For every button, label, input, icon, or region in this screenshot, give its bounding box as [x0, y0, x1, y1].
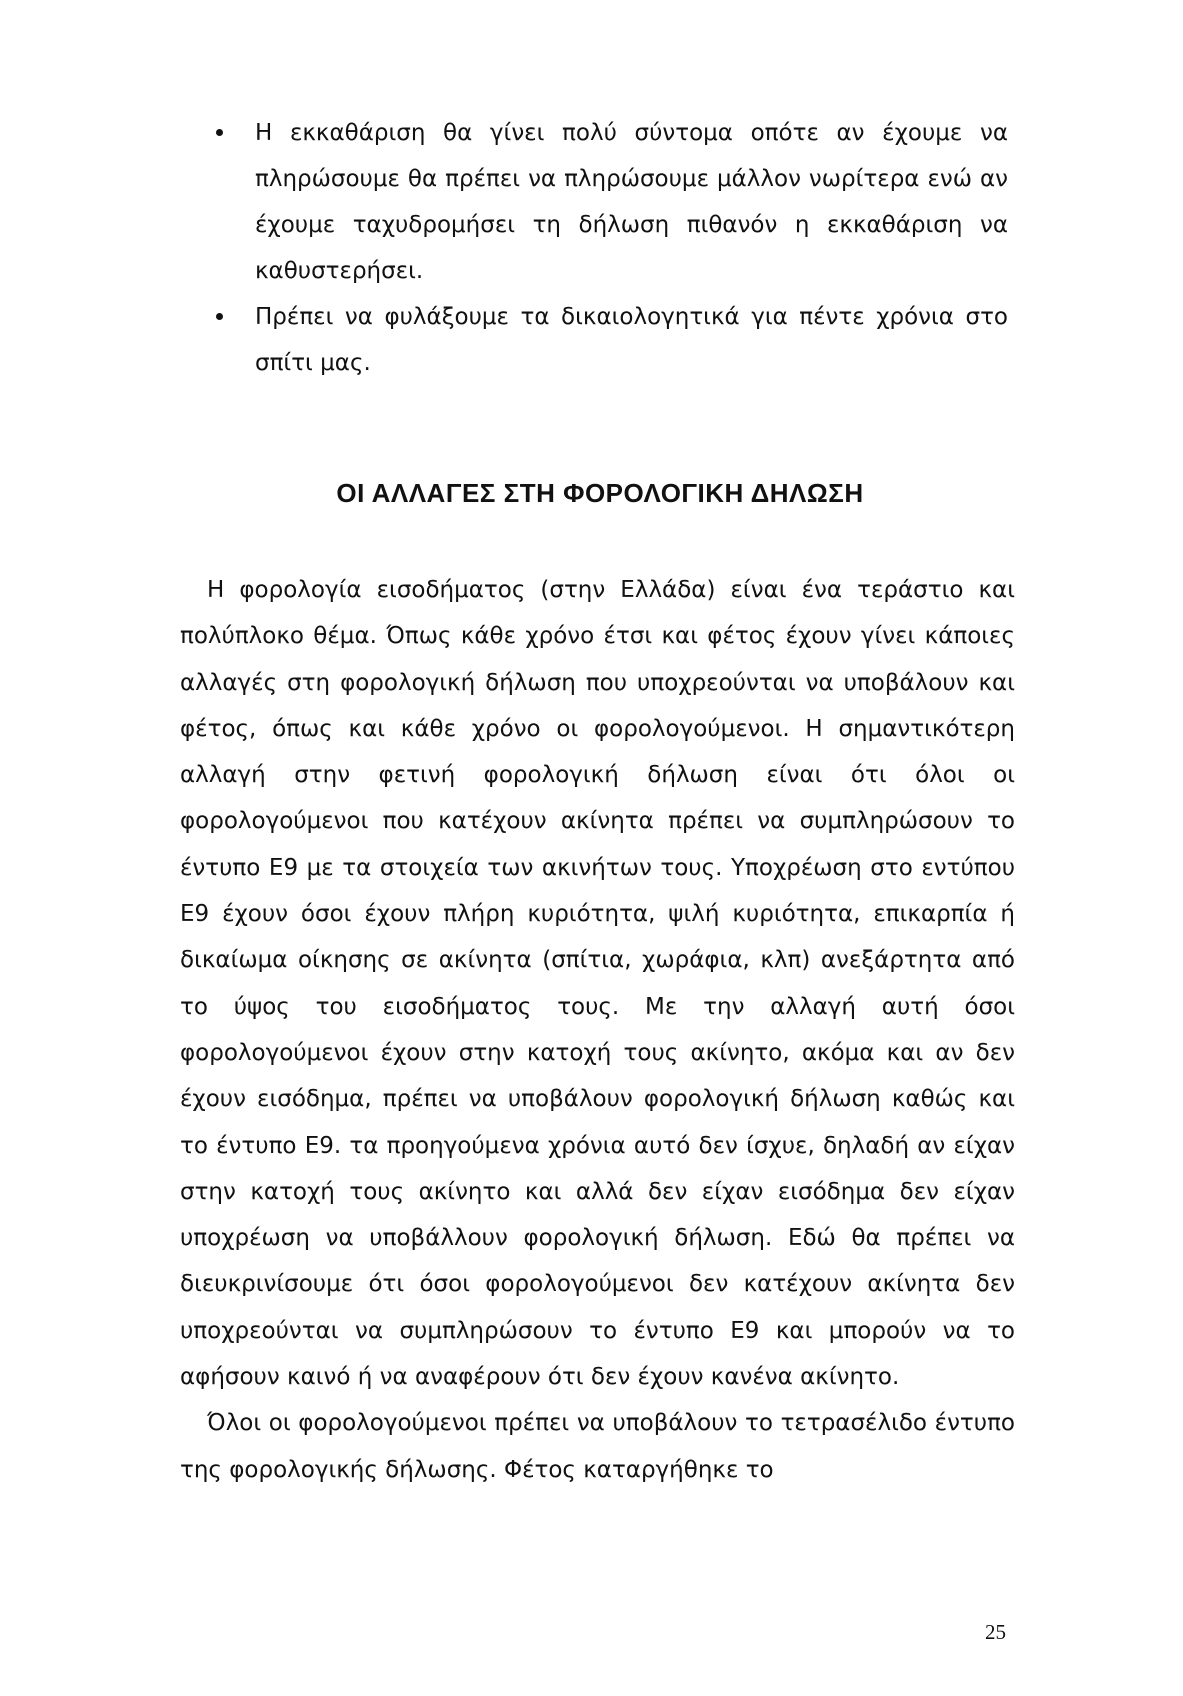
page-number: 25	[985, 1620, 1006, 1644]
bullet-item	[208, 294, 1008, 386]
bullet-item	[208, 110, 1008, 294]
bullet-dot-icon	[216, 313, 223, 320]
bullet-list	[208, 110, 1008, 386]
body-text	[180, 567, 1015, 1493]
bullet-dot-icon	[216, 129, 223, 136]
section-heading: ΟΙ ΑΛΛΑΓΕΣ ΣΤΗ ΦΟΡΟΛΟΓΙΚΗ ΔΗΛΩΣΗ	[336, 478, 864, 508]
bullet-text: Η εκκαθάριση θα γίνει πολύ σύντομα οπότε αν έχουμε να πληρώσουμε θα πρέπει να πληρώσουμε μάλλον νωρίτερα ενώ αν έχουμε ταχυδρομήσει τη δήλωση πιθανόν η εκκαθάριση να καθυστερήσει.	[255, 120, 1008, 284]
paragraph: Όλοι οι φορολογούμενοι πρέπει να υποβάλουν το τετρασέλιδο έντυπο της φορολογικής δήλωσης. Φέτος καταργήθηκε το	[180, 1410, 1015, 1483]
bullet-text: Πρέπει να φυλάξουμε τα δικαιολογητικά για πέντε χρόνια στο σπίτι μας.	[255, 304, 1008, 376]
paragraph: Η φορολογία εισοδήματος (στην Ελλάδα) είναι ένα τεράστιο και πολύπλοκο θέμα. Όπως κάθε χρόνο έτσι και φέτος έχουν γίνει κάποιες αλλαγές στη φορολογική δήλωση που υποχρεούνται να υποβάλουν και φέτος, όπως και κάθε χρόνο οι φορολογούμενοι. Η σημαντικότερη αλλαγή στην φετινή φορολογική δήλωση είναι ότι όλοι οι φορολογούμενοι που κατέχουν ακίνητα πρέπει να συμπληρώσουν το έντυπο Ε9 με τα στοιχεία των ακινήτων τους. Υποχρέωση στο εντύπου Ε9 έχουν όσοι έχουν πλήρη κυριότητα, ψιλή κυριότητα, επικαρπία ή δικαίωμα οίκησης σε ακίνητα (σπίτια, χωράφια, κλπ) ανεξάρτητα από το ύψος του εισοδήματος τους. Με την αλλαγή αυτή όσοι φορολογούμενοι έχουν στην κατοχή τους ακίνητο, ακόμα και αν δεν έχουν εισόδημα, πρέπει να υποβάλουν φορολογική δήλωση καθώς και το έντυπο Ε9. τα προηγούμενα χρόνια αυτό δεν ίσχυε, δηλαδή αν είχαν στην κατοχή τους ακίνητο και αλλά δεν είχαν εισόδημα δεν είχαν υποχρέωση να υποβάλλουν φορολογική δήλωση. Εδώ θα πρέπει να διευκρινίσουμε ότι όσοι φορολογούμενοι δεν κατέχουν ακίνητα δεν υποχρεούνται να συμπληρώσουν το έντυπο Ε9 και μπορούν να το αφήσουν καινό ή να αναφέρουν ότι δεν έχουν κανένα ακίνητο.	[180, 577, 1015, 1391]
